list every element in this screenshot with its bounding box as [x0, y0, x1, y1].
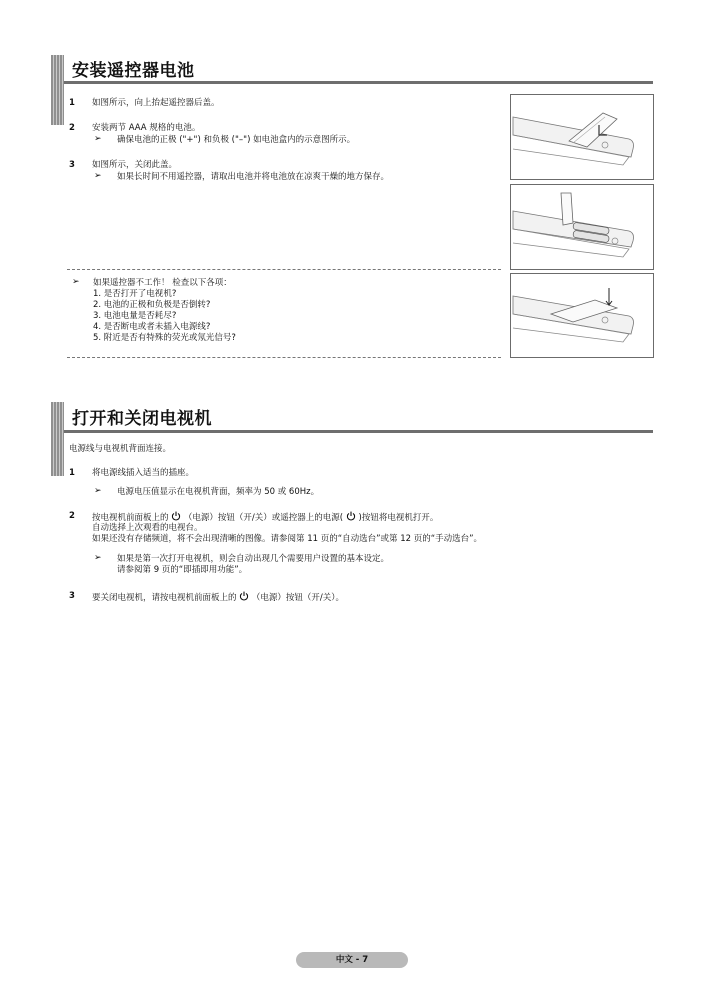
note-text: 请参阅第 9 页的“即插即用功能”。	[117, 565, 248, 575]
step-number: 3	[69, 591, 75, 601]
step-text-part: )按钮将电视机打开。	[358, 513, 439, 523]
step-text-part: 要关闭电视机，请按电视机前面板上的	[92, 593, 237, 603]
troubleshoot-item: 4. 是否断电或者未插入电源线?	[93, 322, 211, 332]
troubleshoot-item: 3. 电池电量是否耗尽?	[93, 311, 177, 321]
intro-text: 电源线与电视机背面连接。	[69, 444, 172, 454]
note-text: 确保电池的正极 ("+") 和负极 ("–") 如电池盒内的示意图所示。	[117, 135, 356, 145]
step-text	[92, 591, 344, 604]
section-title: 打开和关闭电视机	[72, 409, 212, 429]
page-number: 中文 - 7	[296, 952, 408, 968]
step-text-part: （电源）按钮（开/关）或遥控器上的电源(	[183, 513, 344, 523]
step-number: 2	[69, 123, 75, 133]
step-text: 自动选择上次观看的电视台。	[92, 523, 203, 533]
arrow-pointer-icon: ➢	[94, 486, 102, 496]
power-icon	[239, 591, 249, 601]
dashed-divider	[67, 357, 501, 358]
step-text: 如果还没有存储频道，将不会出现清晰的图像。请参阅第 11 页的“自动选台”或第 12 页的“手动选台”。	[92, 534, 483, 544]
remote-cover-closed-illustration	[510, 273, 654, 358]
remote-batteries-illustration	[510, 184, 654, 270]
step-number: 1	[69, 98, 75, 108]
section-rule	[64, 81, 653, 84]
troubleshoot-title: 如果遥控器不工作！ 检查以下各项：	[93, 278, 232, 288]
power-icon	[171, 511, 181, 521]
note-text: 如果长时间不用遥控器，请取出电池并将电池放在凉爽干燥的地方保存。	[117, 172, 390, 182]
step-text: 如图所示，向上抬起遥控器后盖。	[92, 98, 220, 108]
note-text: 如果是第一次打开电视机，则会自动出现几个需要用户设置的基本设定。	[117, 554, 390, 564]
step-text: 如图所示，关闭此盖。	[92, 160, 178, 170]
remote-cover-open-illustration	[510, 94, 654, 180]
troubleshoot-item: 1. 是否打开了电视机?	[93, 289, 177, 299]
power-icon	[346, 511, 356, 521]
section-rule	[64, 430, 653, 433]
step-number: 3	[69, 160, 75, 170]
note-text: 电源电压值显示在电视机背面，频率为 50 或 60Hz。	[117, 487, 320, 497]
step-number: 1	[69, 468, 75, 478]
arrow-pointer-icon: ➢	[94, 171, 102, 181]
step-number: 2	[69, 511, 75, 521]
section-title: 安装遥控器电池	[72, 61, 195, 81]
troubleshoot-item: 2. 电池的正极和负极是否倒转?	[93, 300, 211, 310]
step-text: 安装两节 AAA 规格的电池。	[92, 123, 201, 133]
dashed-divider	[67, 269, 501, 270]
arrow-pointer-icon: ➢	[72, 277, 80, 287]
step-text-part: 按电视机前面板上的	[92, 513, 169, 523]
step-text: 将电源线插入适当的插座。	[92, 468, 195, 478]
section-bar	[51, 55, 64, 125]
step-text-part: （电源）按钮（开/关）。	[251, 593, 345, 603]
section-bar	[51, 402, 64, 476]
arrow-pointer-icon: ➢	[94, 134, 102, 144]
troubleshoot-item: 5. 附近是否有特殊的荧光或氖光信号?	[93, 333, 236, 343]
arrow-pointer-icon: ➢	[94, 553, 102, 563]
